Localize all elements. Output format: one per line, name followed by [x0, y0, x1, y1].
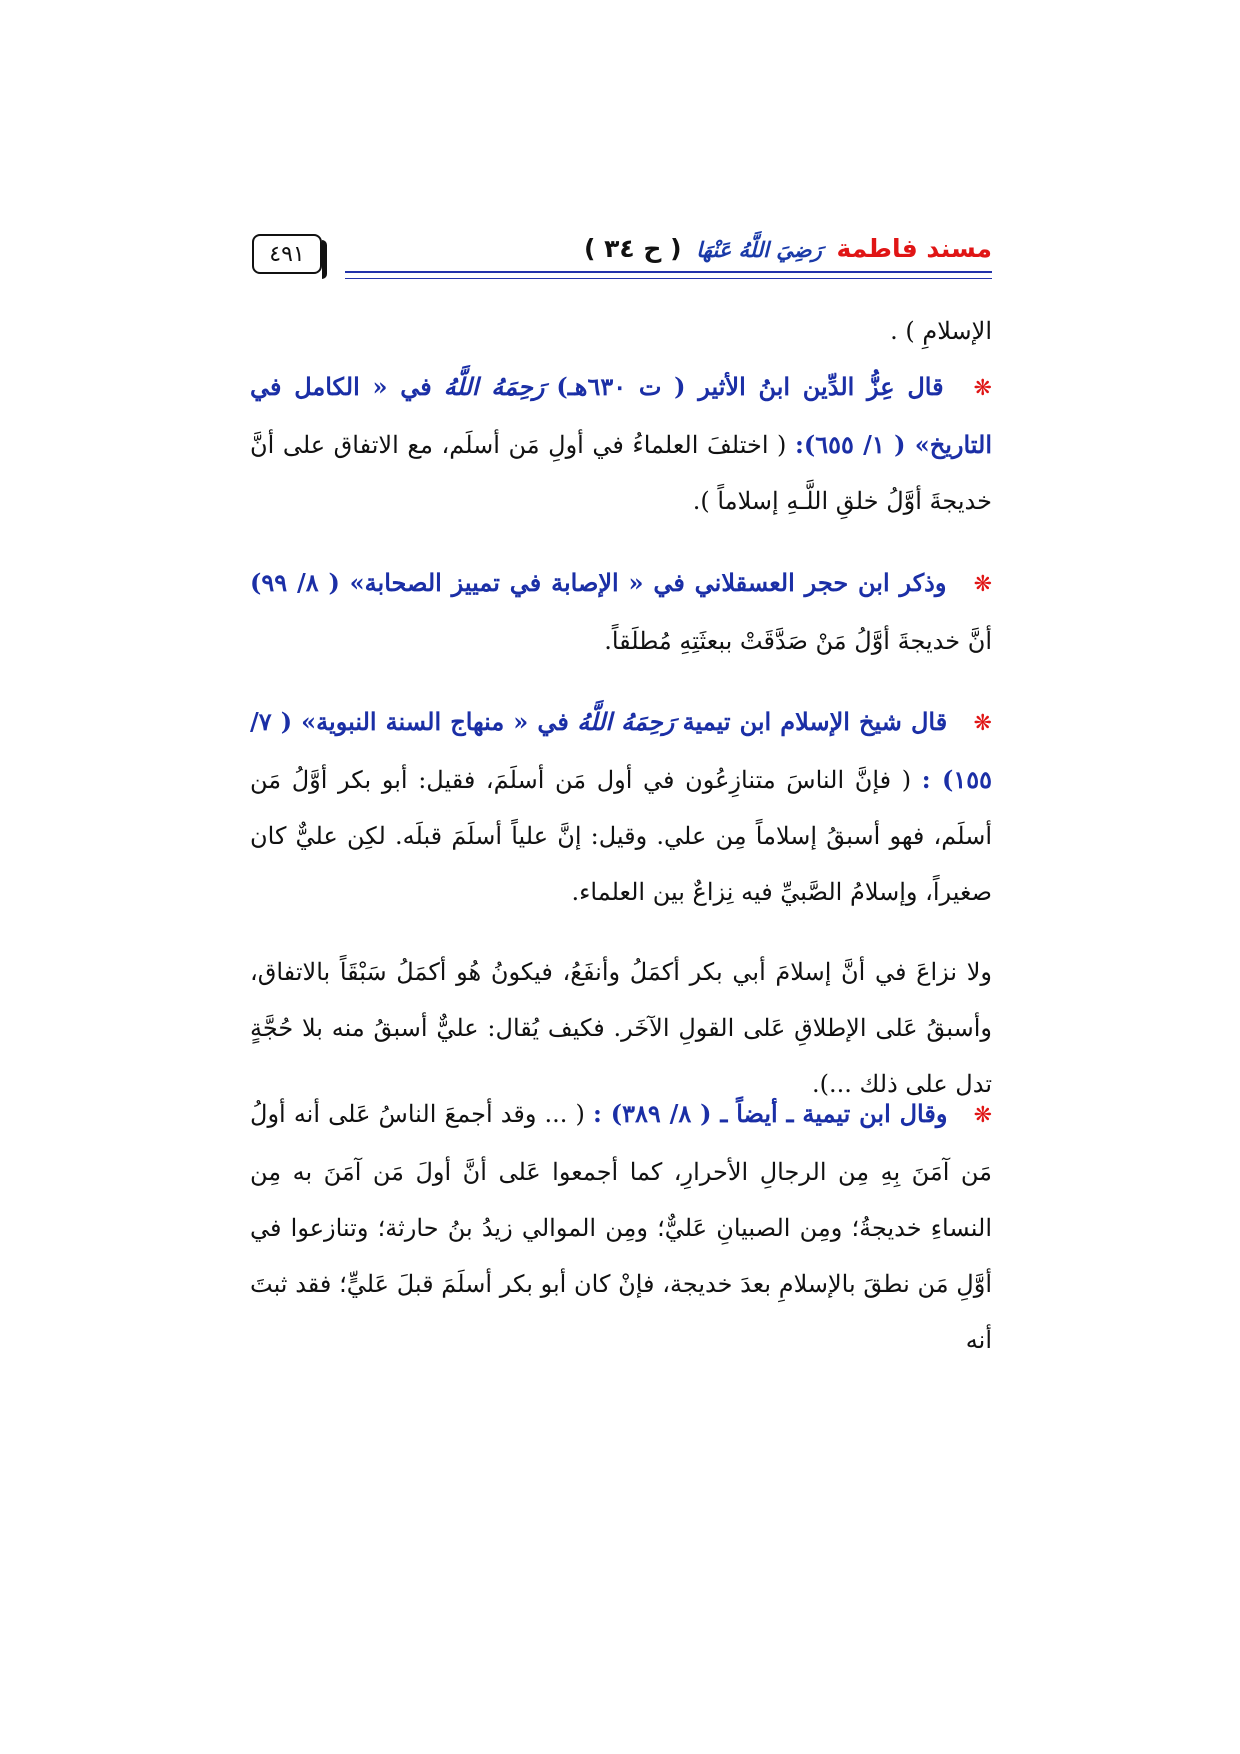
- honorific: رَحِمَهُ اللَّهُ: [577, 707, 675, 736]
- citation-lead: قال شيخ الإسلام ابن تيمية: [682, 707, 948, 736]
- paragraph-2: [250, 359, 992, 529]
- paragraph-1: الإسلامِ ) .: [890, 317, 992, 345]
- paragraph-6: [250, 1086, 992, 1368]
- honorific: رَحِمَهُ اللَّهُ: [443, 372, 545, 401]
- asterisk-icon: ❋: [973, 376, 992, 401]
- page-number: ٤٩١: [252, 234, 322, 274]
- quote-text: ( اختلفَ العلماءُ في أولِ مَن أسلَم، مع الاتفاق على أنَّ خديجةَ أوَّلُ خلقِ اللَّـهِ إسلاماً ).: [250, 431, 992, 515]
- asterisk-icon: ❋: [973, 1103, 992, 1128]
- header-title-name: مسند فاطمة: [836, 234, 992, 263]
- quote-text: ( فإنَّ الناسَ متنازِعُون في أول مَن أسلَمَ، فقيل: أبو بكر أوَّلُ مَن أسلَم، فهو أسبقُ إسلاماً مِن علي. وقيل: إنَّ علياً أسلَمَ قبلَه. لكِن عليٌّ كان صغيراً، وإسلامُ الصَّبيِّ فيه نِزاعٌ بين العلماء.: [250, 766, 992, 906]
- asterisk-icon: ❋: [973, 711, 992, 736]
- quote-text: ( ... وقد أجمعَ الناسُ عَلى أنه أولُ مَن آمَنَ بِهِ مِن الرجالِ الأحرارِ، كما أجمعوا عَلى أنَّ أولَ مَن آمَنَ به مِن النساءِ خديجةُ؛ ومِن الصبيانِ عَليٌّ؛ ومِن الموالي زيدُ بنُ حارثة؛ وتنازعوا في أوَّلِ مَن نطقَ بالإسلامِ بعدَ خديجة، فإنْ كان أبو بكر أسلَمَ قبلَ عَليٍّ؛ فقد ثبتَ أنه: [250, 1100, 992, 1354]
- paragraph-4: [250, 694, 992, 920]
- citation-lead: قال عِزُّ الدِّين ابنُ الأثير ( ت ٦٣٠هـ): [556, 372, 944, 401]
- header-rule: [345, 271, 992, 273]
- page-header: [250, 232, 992, 288]
- paragraph-3: [250, 555, 992, 669]
- citation-lead: وقال ابن تيمية ـ أيضاً ـ ( ٨/ ٣٨٩) :: [593, 1099, 948, 1128]
- citation-source: في « الكامل في التاريخ» ( ١/ ٦٥٥):: [250, 372, 992, 459]
- header-title-honor: رَضِيَ اللَّهُ عَنْهَا: [696, 238, 822, 262]
- paragraph-5: ولا نزاعَ في أنَّ إسلامَ أبي بكر أكمَلُ وأنفَعُ، فيكونُ هُو أكمَلُ سَبْقَاً بالاتفاق، وأسبقُ عَلى الإطلاقِ عَلى القولِ الآخَر. فكيف يُقال: عليٌّ أسبقُ منه بلا حُجَّةٍ تدل على ذلك ...).: [250, 958, 992, 1098]
- header-title: [584, 234, 992, 263]
- quote-text: أنَّ خديجةَ أوَّلُ مَنْ صَدَّقَتْ ببعثَتِهِ مُطلَقاً.: [604, 627, 992, 655]
- citation-source: في « منهاج السنة النبوية» ( ٧/ ١٥٥) :: [250, 707, 992, 794]
- header-rule-thin: [345, 278, 992, 279]
- citation-lead: وذكر ابن حجر العسقلاني في « الإصابة في تمييز الصحابة» ( ٨/ ٩٩): [250, 568, 947, 597]
- asterisk-icon: ❋: [973, 572, 993, 597]
- header-chapter: ( ح ٣٤ ): [584, 234, 682, 263]
